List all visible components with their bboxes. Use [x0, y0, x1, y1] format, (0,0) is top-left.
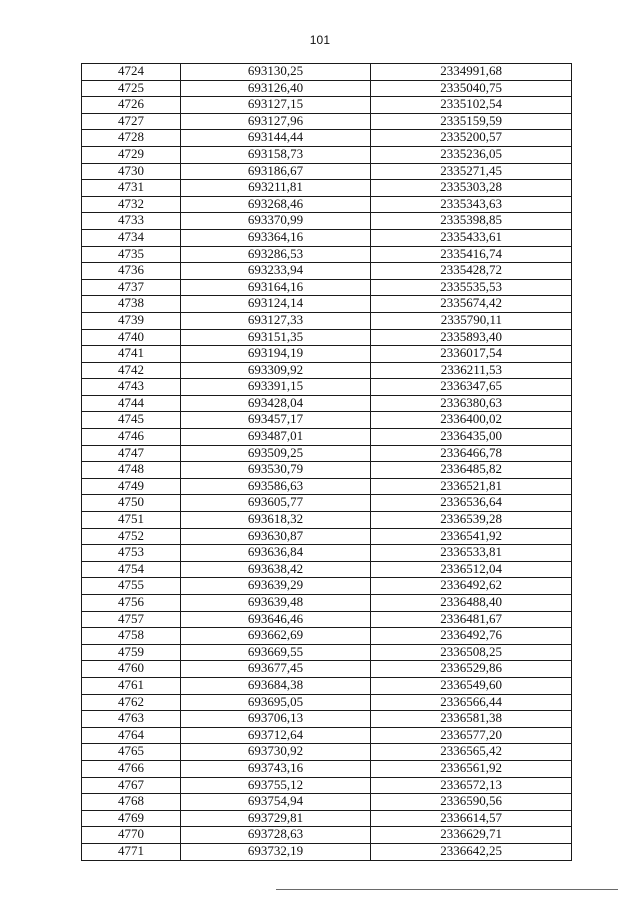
point-number-cell: 4742 — [82, 362, 181, 379]
table-row — [82, 694, 572, 711]
y-coordinate-cell: 2334991,68 — [371, 64, 572, 81]
x-coordinate-cell: 693127,33 — [181, 312, 371, 329]
y-coordinate-cell: 2336347,65 — [371, 379, 572, 396]
x-coordinate-cell: 693151,35 — [181, 329, 371, 346]
x-coordinate-cell: 693684,38 — [181, 677, 371, 694]
y-coordinate-cell: 2335102,54 — [371, 97, 572, 114]
y-coordinate-cell: 2336485,82 — [371, 462, 572, 479]
table-row — [82, 545, 572, 562]
point-number-cell: 4725 — [82, 80, 181, 97]
x-coordinate-cell: 693364,16 — [181, 229, 371, 246]
table-row — [82, 478, 572, 495]
table-row — [82, 628, 572, 645]
point-number-cell: 4733 — [82, 213, 181, 230]
x-coordinate-cell: 693130,25 — [181, 64, 371, 81]
y-coordinate-cell: 2336581,38 — [371, 711, 572, 728]
x-coordinate-cell: 693638,42 — [181, 561, 371, 578]
x-coordinate-cell: 693164,16 — [181, 279, 371, 296]
point-number-cell: 4763 — [82, 711, 181, 728]
point-number-cell: 4750 — [82, 495, 181, 512]
table-row — [82, 777, 572, 794]
y-coordinate-cell: 2336565,42 — [371, 744, 572, 761]
point-number-cell: 4762 — [82, 694, 181, 711]
footer-rule — [276, 889, 618, 890]
table-row — [82, 180, 572, 197]
table-row — [82, 329, 572, 346]
x-coordinate-cell: 693127,96 — [181, 113, 371, 130]
x-coordinate-cell: 693662,69 — [181, 628, 371, 645]
coordinates-table-body — [82, 64, 572, 861]
table-row — [82, 263, 572, 280]
table-row — [82, 843, 572, 860]
x-coordinate-cell: 693124,14 — [181, 296, 371, 313]
table-row — [82, 677, 572, 694]
point-number-cell: 4740 — [82, 329, 181, 346]
x-coordinate-cell: 693730,92 — [181, 744, 371, 761]
table-row — [82, 760, 572, 777]
x-coordinate-cell: 693743,16 — [181, 760, 371, 777]
point-number-cell: 4745 — [82, 412, 181, 429]
table-row — [82, 611, 572, 628]
coordinates-table — [81, 63, 572, 861]
point-number-cell: 4731 — [82, 180, 181, 197]
point-number-cell: 4767 — [82, 777, 181, 794]
point-number-cell: 4730 — [82, 163, 181, 180]
x-coordinate-cell: 693158,73 — [181, 146, 371, 163]
y-coordinate-cell: 2335398,85 — [371, 213, 572, 230]
y-coordinate-cell: 2335040,75 — [371, 80, 572, 97]
y-coordinate-cell: 2336492,76 — [371, 628, 572, 645]
x-coordinate-cell: 693487,01 — [181, 429, 371, 446]
point-number-cell: 4765 — [82, 744, 181, 761]
x-coordinate-cell: 693233,94 — [181, 263, 371, 280]
y-coordinate-cell: 2336521,81 — [371, 478, 572, 495]
table-row — [82, 794, 572, 811]
x-coordinate-cell: 693712,64 — [181, 727, 371, 744]
point-number-cell: 4739 — [82, 312, 181, 329]
y-coordinate-cell: 2335428,72 — [371, 263, 572, 280]
x-coordinate-cell: 693428,04 — [181, 395, 371, 412]
page-number: 101 — [309, 33, 331, 47]
point-number-cell: 4755 — [82, 578, 181, 595]
point-number-cell: 4736 — [82, 263, 181, 280]
x-coordinate-cell: 693211,81 — [181, 180, 371, 197]
point-number-cell: 4761 — [82, 677, 181, 694]
point-number-cell: 4728 — [82, 130, 181, 147]
y-coordinate-cell: 2336572,13 — [371, 777, 572, 794]
point-number-cell: 4724 — [82, 64, 181, 81]
table-row — [82, 213, 572, 230]
point-number-cell: 4769 — [82, 810, 181, 827]
table-row — [82, 711, 572, 728]
y-coordinate-cell: 2336536,64 — [371, 495, 572, 512]
table-row — [82, 312, 572, 329]
y-coordinate-cell: 2336561,92 — [371, 760, 572, 777]
table-row — [82, 163, 572, 180]
y-coordinate-cell: 2335893,40 — [371, 329, 572, 346]
x-coordinate-cell: 693509,25 — [181, 445, 371, 462]
x-coordinate-cell: 693586,63 — [181, 478, 371, 495]
point-number-cell: 4738 — [82, 296, 181, 313]
point-number-cell: 4747 — [82, 445, 181, 462]
y-coordinate-cell: 2336614,57 — [371, 810, 572, 827]
table-row — [82, 595, 572, 612]
y-coordinate-cell: 2336380,63 — [371, 395, 572, 412]
y-coordinate-cell: 2336533,81 — [371, 545, 572, 562]
y-coordinate-cell: 2336017,54 — [371, 346, 572, 363]
point-number-cell: 4735 — [82, 246, 181, 263]
table-row — [82, 561, 572, 578]
table-row — [82, 810, 572, 827]
point-number-cell: 4732 — [82, 196, 181, 213]
point-number-cell: 4726 — [82, 97, 181, 114]
x-coordinate-cell: 693677,45 — [181, 661, 371, 678]
table-row — [82, 661, 572, 678]
table-row — [82, 346, 572, 363]
point-number-cell: 4749 — [82, 478, 181, 495]
table-row — [82, 578, 572, 595]
point-number-cell: 4737 — [82, 279, 181, 296]
y-coordinate-cell: 2335271,45 — [371, 163, 572, 180]
table-row — [82, 495, 572, 512]
x-coordinate-cell: 693728,63 — [181, 827, 371, 844]
y-coordinate-cell: 2336488,40 — [371, 595, 572, 612]
y-coordinate-cell: 2336629,71 — [371, 827, 572, 844]
table-row — [82, 379, 572, 396]
y-coordinate-cell: 2336211,53 — [371, 362, 572, 379]
y-coordinate-cell: 2335674,42 — [371, 296, 572, 313]
x-coordinate-cell: 693630,87 — [181, 528, 371, 545]
point-number-cell: 4751 — [82, 512, 181, 529]
x-coordinate-cell: 693755,12 — [181, 777, 371, 794]
y-coordinate-cell: 2335200,57 — [371, 130, 572, 147]
x-coordinate-cell: 693636,84 — [181, 545, 371, 562]
point-number-cell: 4757 — [82, 611, 181, 628]
y-coordinate-cell: 2335159,59 — [371, 113, 572, 130]
table-row — [82, 296, 572, 313]
y-coordinate-cell: 2336466,78 — [371, 445, 572, 462]
table-row — [82, 113, 572, 130]
x-coordinate-cell: 693309,92 — [181, 362, 371, 379]
x-coordinate-cell: 693754,94 — [181, 794, 371, 811]
x-coordinate-cell: 693706,13 — [181, 711, 371, 728]
point-number-cell: 4748 — [82, 462, 181, 479]
table-row — [82, 462, 572, 479]
table-row — [82, 362, 572, 379]
y-coordinate-cell: 2336508,25 — [371, 644, 572, 661]
y-coordinate-cell: 2336577,20 — [371, 727, 572, 744]
y-coordinate-cell: 2335433,61 — [371, 229, 572, 246]
y-coordinate-cell: 2335535,53 — [371, 279, 572, 296]
x-coordinate-cell: 693618,32 — [181, 512, 371, 529]
table-row — [82, 196, 572, 213]
table-row — [82, 279, 572, 296]
table-row — [82, 80, 572, 97]
x-coordinate-cell: 693646,46 — [181, 611, 371, 628]
y-coordinate-cell: 2336529,86 — [371, 661, 572, 678]
x-coordinate-cell: 693695,05 — [181, 694, 371, 711]
point-number-cell: 4758 — [82, 628, 181, 645]
point-number-cell: 4771 — [82, 843, 181, 860]
y-coordinate-cell: 2336541,92 — [371, 528, 572, 545]
point-number-cell: 4741 — [82, 346, 181, 363]
table-row — [82, 412, 572, 429]
table-row — [82, 130, 572, 147]
point-number-cell: 4744 — [82, 395, 181, 412]
table-row — [82, 727, 572, 744]
point-number-cell: 4752 — [82, 528, 181, 545]
table-row — [82, 644, 572, 661]
point-number-cell: 4754 — [82, 561, 181, 578]
point-number-cell: 4770 — [82, 827, 181, 844]
table-row — [82, 146, 572, 163]
y-coordinate-cell: 2336642,25 — [371, 843, 572, 860]
y-coordinate-cell: 2336590,56 — [371, 794, 572, 811]
point-number-cell: 4764 — [82, 727, 181, 744]
table-row — [82, 395, 572, 412]
x-coordinate-cell: 693370,99 — [181, 213, 371, 230]
y-coordinate-cell: 2336566,44 — [371, 694, 572, 711]
point-number-cell: 4766 — [82, 760, 181, 777]
x-coordinate-cell: 693186,67 — [181, 163, 371, 180]
x-coordinate-cell: 693669,55 — [181, 644, 371, 661]
table-row — [82, 528, 572, 545]
point-number-cell: 4743 — [82, 379, 181, 396]
y-coordinate-cell: 2335236,05 — [371, 146, 572, 163]
x-coordinate-cell: 693605,77 — [181, 495, 371, 512]
point-number-cell: 4727 — [82, 113, 181, 130]
point-number-cell: 4756 — [82, 595, 181, 612]
y-coordinate-cell: 2335790,11 — [371, 312, 572, 329]
table-row — [82, 97, 572, 114]
y-coordinate-cell: 2336481,67 — [371, 611, 572, 628]
x-coordinate-cell: 693268,46 — [181, 196, 371, 213]
y-coordinate-cell: 2335343,63 — [371, 196, 572, 213]
y-coordinate-cell: 2336400,02 — [371, 412, 572, 429]
point-number-cell: 4768 — [82, 794, 181, 811]
x-coordinate-cell: 693144,44 — [181, 130, 371, 147]
point-number-cell: 4760 — [82, 661, 181, 678]
point-number-cell: 4746 — [82, 429, 181, 446]
x-coordinate-cell: 693127,15 — [181, 97, 371, 114]
y-coordinate-cell: 2335303,28 — [371, 180, 572, 197]
y-coordinate-cell: 2336435,00 — [371, 429, 572, 446]
y-coordinate-cell: 2336492,62 — [371, 578, 572, 595]
table-row — [82, 246, 572, 263]
table-row — [82, 64, 572, 81]
y-coordinate-cell: 2336539,28 — [371, 512, 572, 529]
point-number-cell: 4759 — [82, 644, 181, 661]
x-coordinate-cell: 693391,15 — [181, 379, 371, 396]
y-coordinate-cell: 2335416,74 — [371, 246, 572, 263]
x-coordinate-cell: 693194,19 — [181, 346, 371, 363]
x-coordinate-cell: 693639,48 — [181, 595, 371, 612]
table-row — [82, 229, 572, 246]
x-coordinate-cell: 693729,81 — [181, 810, 371, 827]
point-number-cell: 4734 — [82, 229, 181, 246]
x-coordinate-cell: 693732,19 — [181, 843, 371, 860]
table-row — [82, 744, 572, 761]
x-coordinate-cell: 693126,40 — [181, 80, 371, 97]
table-row — [82, 429, 572, 446]
x-coordinate-cell: 693286,53 — [181, 246, 371, 263]
y-coordinate-cell: 2336512,04 — [371, 561, 572, 578]
table-row — [82, 445, 572, 462]
x-coordinate-cell: 693457,17 — [181, 412, 371, 429]
x-coordinate-cell: 693639,29 — [181, 578, 371, 595]
point-number-cell: 4729 — [82, 146, 181, 163]
table-row — [82, 512, 572, 529]
x-coordinate-cell: 693530,79 — [181, 462, 371, 479]
table-row — [82, 827, 572, 844]
y-coordinate-cell: 2336549,60 — [371, 677, 572, 694]
point-number-cell: 4753 — [82, 545, 181, 562]
